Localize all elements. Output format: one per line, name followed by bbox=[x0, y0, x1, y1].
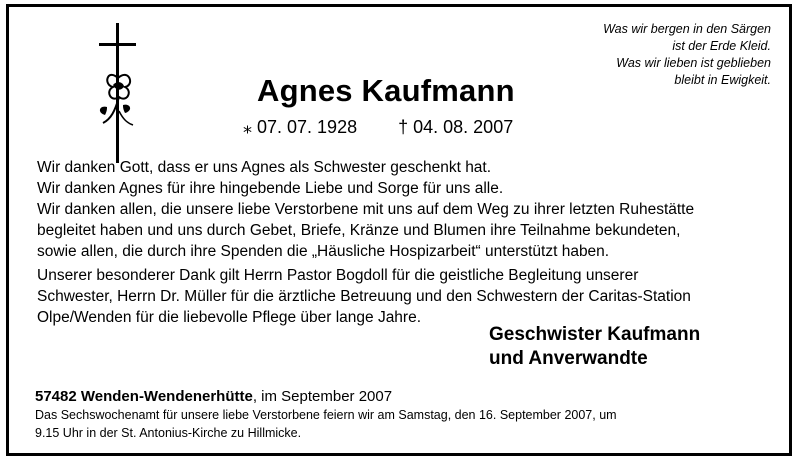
obituary-notice bbox=[6, 4, 792, 456]
location-name: 57482 Wenden-Wendenerhütte bbox=[35, 388, 253, 405]
death-date: † 04. 08. 2007 bbox=[398, 117, 514, 137]
paragraph-line: sowie allen, die durch ihre Spenden die „Häusliche Hospizarbeit“ unterstützt haben. bbox=[37, 243, 610, 260]
quote-line: Was wir bergen in den Särgen bbox=[603, 22, 771, 36]
signature-line: Geschwister Kaufmann bbox=[489, 324, 701, 345]
paragraph-line: Wir danken allen, die unsere liebe Verstorbene mit uns auf dem Weg zu ihrer letzten Ruhestätte bbox=[37, 201, 695, 218]
location-date bbox=[35, 387, 785, 406]
quote-line: Was wir lieben ist geblieben bbox=[616, 56, 771, 70]
paragraph-line: Olpe/Wenden für die liebevolle Pflege über lange Jahre. bbox=[37, 309, 422, 326]
birth-date: ⁎ 07. 07. 1928 bbox=[243, 117, 358, 137]
life-dates bbox=[243, 117, 513, 138]
note-line: Das Sechswochenamt für unsere liebe Verstorbene feiern wir am Samstag, den 16. September 2007, um bbox=[35, 408, 617, 422]
paragraph-line: Unserer besonderer Dank gilt Herrn Pastor Bogdoll für die geistliche Begleitung unserer bbox=[37, 267, 639, 284]
paragraph-line: Wir danken Agnes für ihre hingebende Liebe und Sorge für uns alle. bbox=[37, 180, 504, 197]
signature-block bbox=[489, 323, 700, 371]
quote-block bbox=[541, 21, 771, 89]
quote-line: ist der Erde Kleid. bbox=[672, 39, 771, 53]
paragraph-line: Schwester, Herrn Dr. Müller für die ärztliche Betreuung und den Schwestern der Caritas-Station bbox=[37, 288, 691, 305]
service-note bbox=[35, 406, 785, 442]
quote-line: bleibt in Ewigkeit. bbox=[674, 73, 771, 87]
special-thanks-paragraph bbox=[37, 265, 777, 328]
thanks-paragraph bbox=[37, 157, 777, 262]
paragraph-line: begleitet haben und uns durch Gebet, Briefe, Kränze und Blumen ihre Teilnahme bekundeten, bbox=[37, 222, 681, 239]
footer bbox=[35, 387, 785, 442]
location-date-text: , im September 2007 bbox=[252, 388, 393, 405]
signature-line: und Anverwandte bbox=[489, 348, 648, 369]
deceased-name: Agnes Kaufmann bbox=[257, 73, 515, 108]
note-line: 9.15 Uhr in der St. Antonius-Kirche zu Hillmicke. bbox=[35, 426, 302, 440]
paragraph-line: Wir danken Gott, dass er uns Agnes als Schwester geschenkt hat. bbox=[37, 159, 492, 176]
cross-with-rose-icon bbox=[89, 23, 149, 163]
